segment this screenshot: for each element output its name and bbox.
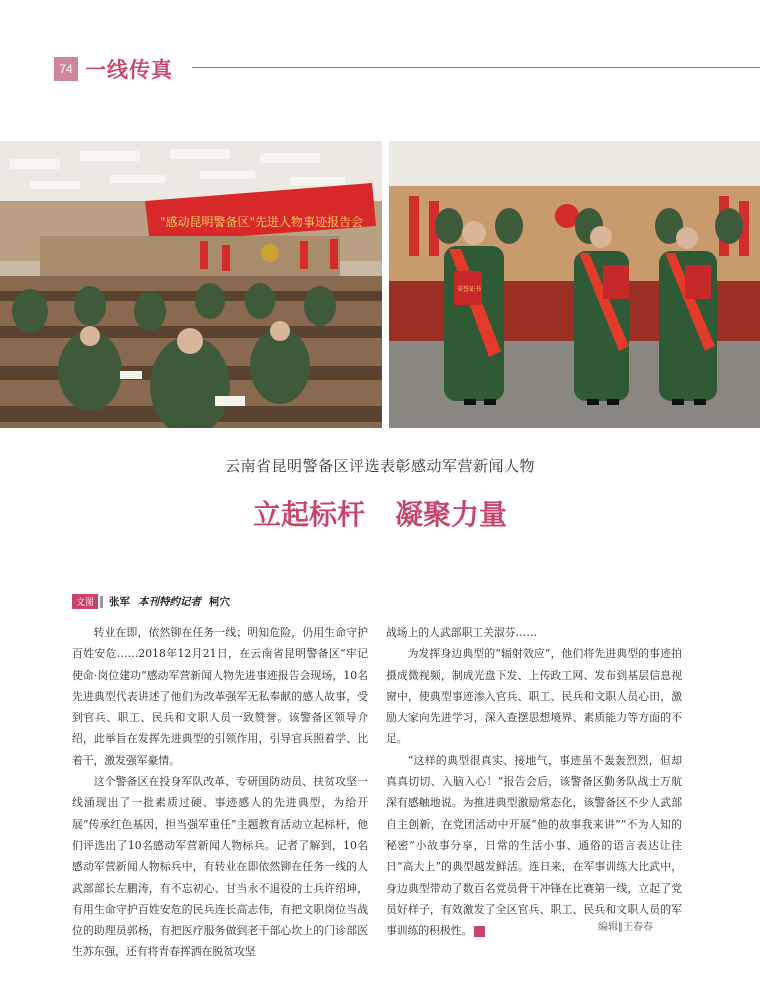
- byline-author: 张军: [109, 596, 131, 608]
- section-title: 一线传真: [85, 58, 173, 82]
- headline-part-1: 立起标杆: [252, 498, 365, 531]
- body-paragraph: 为发挥身边典型的“辐射效应”，他们将先进典型的事迹拍摄成微视频，制成光盘下发、上传政工网、发布到基层信息视窗中，使典型事迹渗入官兵、职工、民兵和文职人员心田，激励大家向先进学习，深入查摆思想境界、素质能力等方面的不足。: [386, 647, 682, 746]
- editor-credit: 编辑∥王春春: [598, 922, 653, 933]
- banner-text: "感动昆明警备区"先进人物事迹报告会: [160, 215, 364, 229]
- page-number: 74: [54, 57, 78, 81]
- meeting-hall-photo: [0, 141, 382, 428]
- body-column-left: [72, 622, 368, 963]
- body-paragraph: 转业在即，依然铆在任务一线；明知危险，仍用生命守护百姓安危……2018年12月21日，在云南省昆明警备区“牢记使命·岗位建功”感动军营新闻人物先进事迹报告会现场，10名先进典型代表讲述了他们为改革强军无私奉献的感人故事，受到官兵、职工、民兵和文职人员一致赞誉。该警备区领导介绍，此举旨在发挥先进典型的引领作用，引导官兵照着学、比着干，激发强军豪情。: [72, 626, 368, 767]
- byline-bar: [100, 596, 103, 608]
- page-header: [0, 0, 760, 100]
- byline-role: 本刊特约记者: [138, 596, 202, 608]
- byline-tag: 文图: [72, 594, 98, 609]
- body-paragraph: 这个警备区在投身军队改革、专研国防动员、扶贫攻坚一线涌现出了一批素质过硬、事迹感人的先进典型，为给开展“传承红色基因，担当强军重任”主题教育活动立起标杆，他们评选出了10名感动军营新闻人物标兵。记者了解到，10名感动军营新闻人物标兵中，有转业在即依然铆在任务一线的人武部部长左鹏涛，有不忘初心、甘当永不退役的士兵许绍坤，有用生命守护百姓安危的民兵连长高志伟，有把文职岗位当战位的助理员郭杨，有把医疗服务做到老干部心坎上的门诊部医生苏东强，还有将青春挥洒在脱贫攻坚: [72, 775, 368, 959]
- byline: [72, 594, 230, 610]
- body-paragraph-text: “这样的典型很真实、接地气，事迹虽不轰轰烈烈，但却真真切切、入脑入心！”报告会后，该警备区勤务队战士万航深有感触地说。为推进典型激励常态化，该警备区不少人武部自主创新，在党团活动中开展“他的故事我来讲”“不为人知的秘密”小故事分享，日常的生活小事、通俗的语言表达让往日“高大上”的典型越发鲜活。连日来，在军事训练大比武中，身边典型带动了数百名党员骨干冲锋在比赛第一线，立起了党员好样子，有效激发了全区官兵、职工、民兵和文职人员的军事训练的积极性。: [386, 753, 682, 938]
- certificate-text: 荣誉证书: [457, 286, 482, 293]
- photo-strip: [0, 141, 760, 428]
- byline-coauthor: 柯穴: [209, 596, 231, 608]
- end-mark-icon: G: [474, 926, 485, 937]
- body-paragraph-last: [386, 750, 682, 942]
- body-column-right: [386, 622, 682, 941]
- article-kicker: 云南省昆明警备区评选表彰感动军营新闻人物: [224, 457, 535, 475]
- article-headline: [0, 493, 760, 533]
- header-divider: [192, 67, 760, 68]
- body-paragraph: 战场上的人武部职工关淑芬……: [386, 626, 538, 639]
- headline-part-2: 凝聚力量: [395, 498, 508, 531]
- award-ceremony-photo: [389, 141, 760, 428]
